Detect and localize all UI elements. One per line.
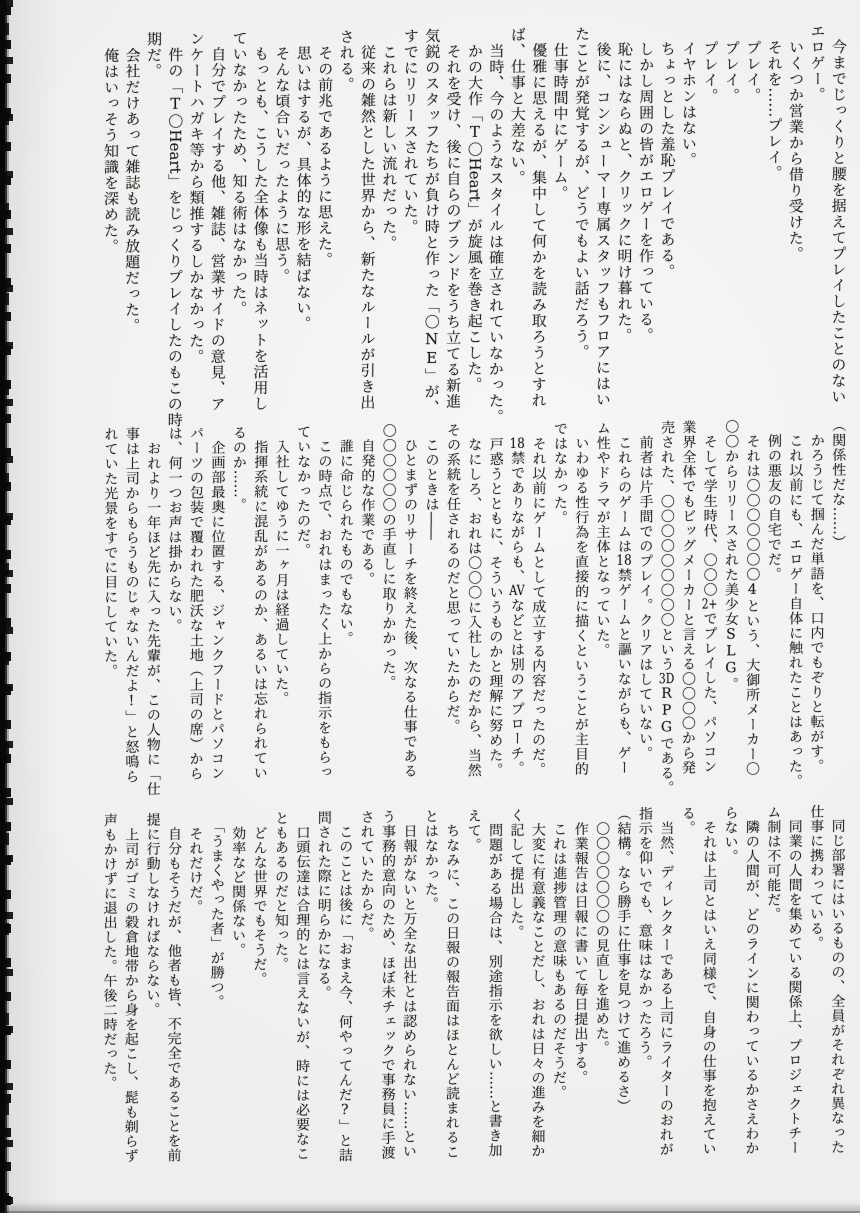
text-block-top <box>88 22 849 429</box>
text-line: 作業報告は日報に書いて毎日提出する。 <box>572 807 589 1085</box>
text-line: れていた光景をすでに目にしていた。 <box>102 426 119 679</box>
tate-chu-yoko-text: 18 <box>509 436 525 451</box>
text-line: 提に行動しなければならない。 <box>144 812 161 1017</box>
text-line: そして学生時代、〇〇〇2+でプレイした、パソコン <box>701 419 718 775</box>
text-line: 戸惑うとともに、そういうものかと理解に努めた。 <box>487 422 504 778</box>
text-line: る。 <box>679 805 696 836</box>
text-line: 俺はいっそう知識を深めた。 <box>101 31 121 255</box>
text-line: は、何一つお声は掛からない。 <box>166 426 183 634</box>
tate-chu-yoko-text: 2+ <box>701 597 718 612</box>
text-line: 同業の人間を集めている関係上、プロジェクトチー <box>786 804 803 1156</box>
text-line: 問された際に明らかになる。 <box>315 810 332 1001</box>
text-line: それは〇〇〇〇〇〇〇4という、大御所メーカー〇 <box>744 418 761 777</box>
text-line: 事は上司からもらうものじゃないんだよ!」と怒鳴ら <box>123 426 140 784</box>
text-line: ム制は不可能だ。 <box>765 804 782 922</box>
text-line: そんな頃合いだったように思う。 <box>273 29 292 285</box>
sideways-glyphs: Heart <box>166 129 185 174</box>
text-line: なにしろ、おれは〇〇〇に入社したのだから、当然 <box>465 422 483 778</box>
text-line: その前兆であるように思えた。 <box>315 29 335 268</box>
text-line: もっとも、こうした全体像も当時はネットを活用し <box>251 29 271 412</box>
text-line: 自分もそうだが、他者も皆、不完全であることを前 <box>165 812 183 1163</box>
text-line: これ以前にも、エロゲー自体に触れたことはあった。 <box>786 418 804 789</box>
text-line: 従来の雑然とした世界から、新たなルールが引き出 <box>358 28 378 411</box>
text-line: このときは―― <box>423 422 440 540</box>
text-line: 入社してゆうに一ヶ月は経過していた。 <box>273 424 290 707</box>
text-line: ム性やドラマが主体となっていた。 <box>594 420 611 658</box>
text-line: このことは後に「おまえ今、何やってんだ?」と詰 <box>336 809 354 1163</box>
text-line: らない。 <box>722 805 739 864</box>
text-line: 自発的な作業である。 <box>359 423 376 587</box>
sideways-glyphs: Heart <box>465 157 484 202</box>
sideways-glyphs: …… <box>830 506 847 535</box>
text-line: 指揮系統に混乱があるのか、あるいは忘れられてい <box>251 424 269 781</box>
text-line: 誰に命じられたものでもない。 <box>337 423 354 647</box>
text-line: ともあるのだと知った。 <box>272 810 290 972</box>
text-line: エロゲー。 <box>808 23 827 103</box>
text-line: 前者は片手間でのプレイ。クリアはしていない。 <box>637 420 654 761</box>
text-line: 18禁でありながらも、AVなどとは別のアプローチ。 <box>508 436 526 776</box>
text-line: それは上司とはいえ同様で、自身の仕事を抱えてい <box>700 805 718 1157</box>
text-line: 指示を仰いでも、意味はなかったろう。 <box>636 806 653 1070</box>
text-line: えて。 <box>465 808 482 853</box>
text-line: 自分でプレイする他、雑誌、営業サイドの意見、ア <box>208 30 228 413</box>
text-line: 売された、〇〇〇〇〇〇〇〇〇という3DRPGである。 <box>658 419 676 796</box>
text-line: これは進捗管理の意味もあるのだそうだ。 <box>550 807 568 1100</box>
text-line: （結構。なら勝手に仕事を見つけて進めるさ） <box>615 806 632 1114</box>
text-line: かろうじて掴んだ単語を、口内でもぞりと転がす。 <box>808 418 825 774</box>
text-line: プレイ。 <box>722 24 741 104</box>
text-line: プレイ。 <box>744 23 763 104</box>
text-line: ンケートハガキ等から類推するしかなかった。 <box>187 30 206 365</box>
text-line: 今までじっくりと腰を据えてプレイしたことのない <box>829 22 848 405</box>
text-line: 業界全体でもビッグメーカーと言える〇〇〇〇から発 <box>679 419 697 776</box>
text-line: く記して提出した。 <box>508 807 525 940</box>
bottom-page-edge-shadow <box>0 1203 860 1213</box>
sideways-glyphs: …… <box>400 1101 418 1130</box>
text-line: ば、仕事と大差ない。 <box>508 26 527 187</box>
text-line: 「うまくやった者」が勝つ。 <box>208 811 225 1010</box>
text-line: どんな世界でもそうだ。 <box>251 810 268 987</box>
text-line: 大変に有意義なことだし、おれは日々の進みを細か <box>529 807 546 1159</box>
text-line: ちょっとした羞恥プレイである。 <box>658 24 677 280</box>
sideways-glyphs: …… <box>230 469 247 498</box>
text-line: ひとまずのリサーチを終えた後、次なる仕事である <box>401 423 419 779</box>
text-line: ていなかったのだ。 <box>294 424 312 558</box>
text-line: 〇〇〇〇〇〇〇の見直しを進めた。 <box>593 806 611 1056</box>
text-line: それだけだ。 <box>187 811 204 915</box>
text-block-middle <box>88 418 849 807</box>
text-line: 〇〇からリリースされた美少女SLG。 <box>722 419 740 692</box>
left-scan-edge-artifact <box>0 0 16 1213</box>
text-line: う事務的意向のため、ほぼ未チェックで事務員に手渡 <box>379 809 397 1161</box>
text-line: たことが発覚するが、どうでもよい話だろう。 <box>572 25 592 361</box>
text-line: 企画部最奥に位置する、ジャンクフードとパソコン <box>208 425 226 781</box>
text-line: 仕事に携わっている。 <box>807 804 825 951</box>
text-line: 問題がある場合は、別途指示を欲しい……と書き加 <box>486 808 504 1158</box>
text-line: されていたからだ。 <box>358 809 375 942</box>
text-line: ちなみに、この日報の報告面はほとんど読まれるこ <box>443 808 461 1160</box>
text-line: イヤホンはない。 <box>679 24 699 169</box>
text-line: この時点で、おれはまったく上からの指示をもらっ <box>315 424 333 780</box>
text-line: とはなかった。 <box>422 808 439 912</box>
text-line: パーツの包装で覆われた肥沃な土地（上司の席）から <box>187 425 205 782</box>
text-line: いわゆる性行為を直接的に描くということが主目的 <box>572 421 590 777</box>
text-line: これらは新しい流れだった。 <box>380 28 399 252</box>
text-line: 気鋭のスタッフたちが負け時と作った「〇NE」が、 <box>422 27 442 416</box>
text-line: ではなかった。 <box>551 421 569 526</box>
text-line: 上司がゴミの穀倉地帯から身を起こし、髭も剃らず <box>122 812 140 1164</box>
text-line: しかし周囲の皆がエロゲーを作っている。 <box>636 25 656 344</box>
text-line: 優雅に思えるが、集中して何かを読み取ろうとすれ <box>529 26 549 409</box>
text-line: 当然、ディレクターである上司にライターのおれが <box>657 806 675 1157</box>
text-line: 期だ。 <box>144 31 164 80</box>
text-line: おれより一年ほど先に入った先輩が、この人物に「仕 <box>144 426 162 797</box>
sideways-glyphs: …… <box>486 1070 503 1100</box>
text-line: すでにリリースされていた。 <box>401 28 420 236</box>
text-line: （関係性だな……） <box>830 417 847 550</box>
text-line: される。 <box>337 28 356 93</box>
sideways-glyphs: ―― <box>423 511 440 540</box>
text-line: 当時、今のようなスタイルは確立されていなかった。 <box>486 27 506 425</box>
text-line: 恥にはならぬと、クリックに明け暮れた。 <box>615 25 634 344</box>
tate-chu-yoko-text: 3D <box>658 671 675 686</box>
text-line: 後に、コンシューマー専属スタッフもフロアにはい <box>593 25 613 408</box>
text-line: これらのゲームは18禁ゲームと謳いながらも、ゲー <box>615 420 633 776</box>
text-line: 会社だけあって雑誌も読み放題だった。 <box>123 31 142 334</box>
text-line: 声もかけずに退出した。午後二時だった。 <box>101 812 118 1091</box>
text-line: 件の「T〇Heart」をじっくりプレイしたのもこの時 <box>165 30 185 429</box>
text-line: 仕事時間中にゲーム。 <box>551 26 570 202</box>
text-line: 思いはするが、具体的な形を結ばない。 <box>294 29 313 332</box>
text-line: それを受け、後に自らのブランドをうち立てる新進 <box>444 27 463 410</box>
text-line: 例の悪友の自宅でだ。 <box>765 418 783 582</box>
sideways-glyphs: …… <box>765 87 784 118</box>
text-line: 効率など関係ない。 <box>230 811 247 958</box>
text-line: ていなかったため、知る術はなかった。 <box>230 30 249 317</box>
text-line: 隣の人間が、どのラインに関わっているかさえわか <box>743 804 760 1156</box>
text-line: かの大作「T〇Heart」が旋風を巻き起こした。 <box>465 27 485 393</box>
text-line: 口頭伝達は合理的とは言えないが、時には必要なこ <box>293 810 311 1162</box>
text-line: 同じ部署にはいるものの、全員がそれぞれ異なった <box>829 803 846 1155</box>
text-line: プレイ。 <box>701 24 720 105</box>
text-block-bottom <box>87 804 848 1173</box>
text-line: その系統を任されるのだと思っていたからだ。 <box>444 422 462 734</box>
text-line: るのか……。 <box>230 425 247 513</box>
text-line: 〇〇〇〇〇〇の手直しに取りかかった。 <box>380 423 397 691</box>
text-line: それ以前にゲームとして成立する内容だったのだ。 <box>530 421 547 777</box>
tate-chu-yoko-text: AV <box>509 583 525 599</box>
text-line: いくつか営業から借り受けた。 <box>786 23 806 263</box>
tate-chu-yoko-text: 18 <box>616 553 632 568</box>
text-line: それを……プレイ。 <box>765 23 784 182</box>
text-line: 日報がないと万全な出社とは認められない……とい <box>400 809 418 1159</box>
